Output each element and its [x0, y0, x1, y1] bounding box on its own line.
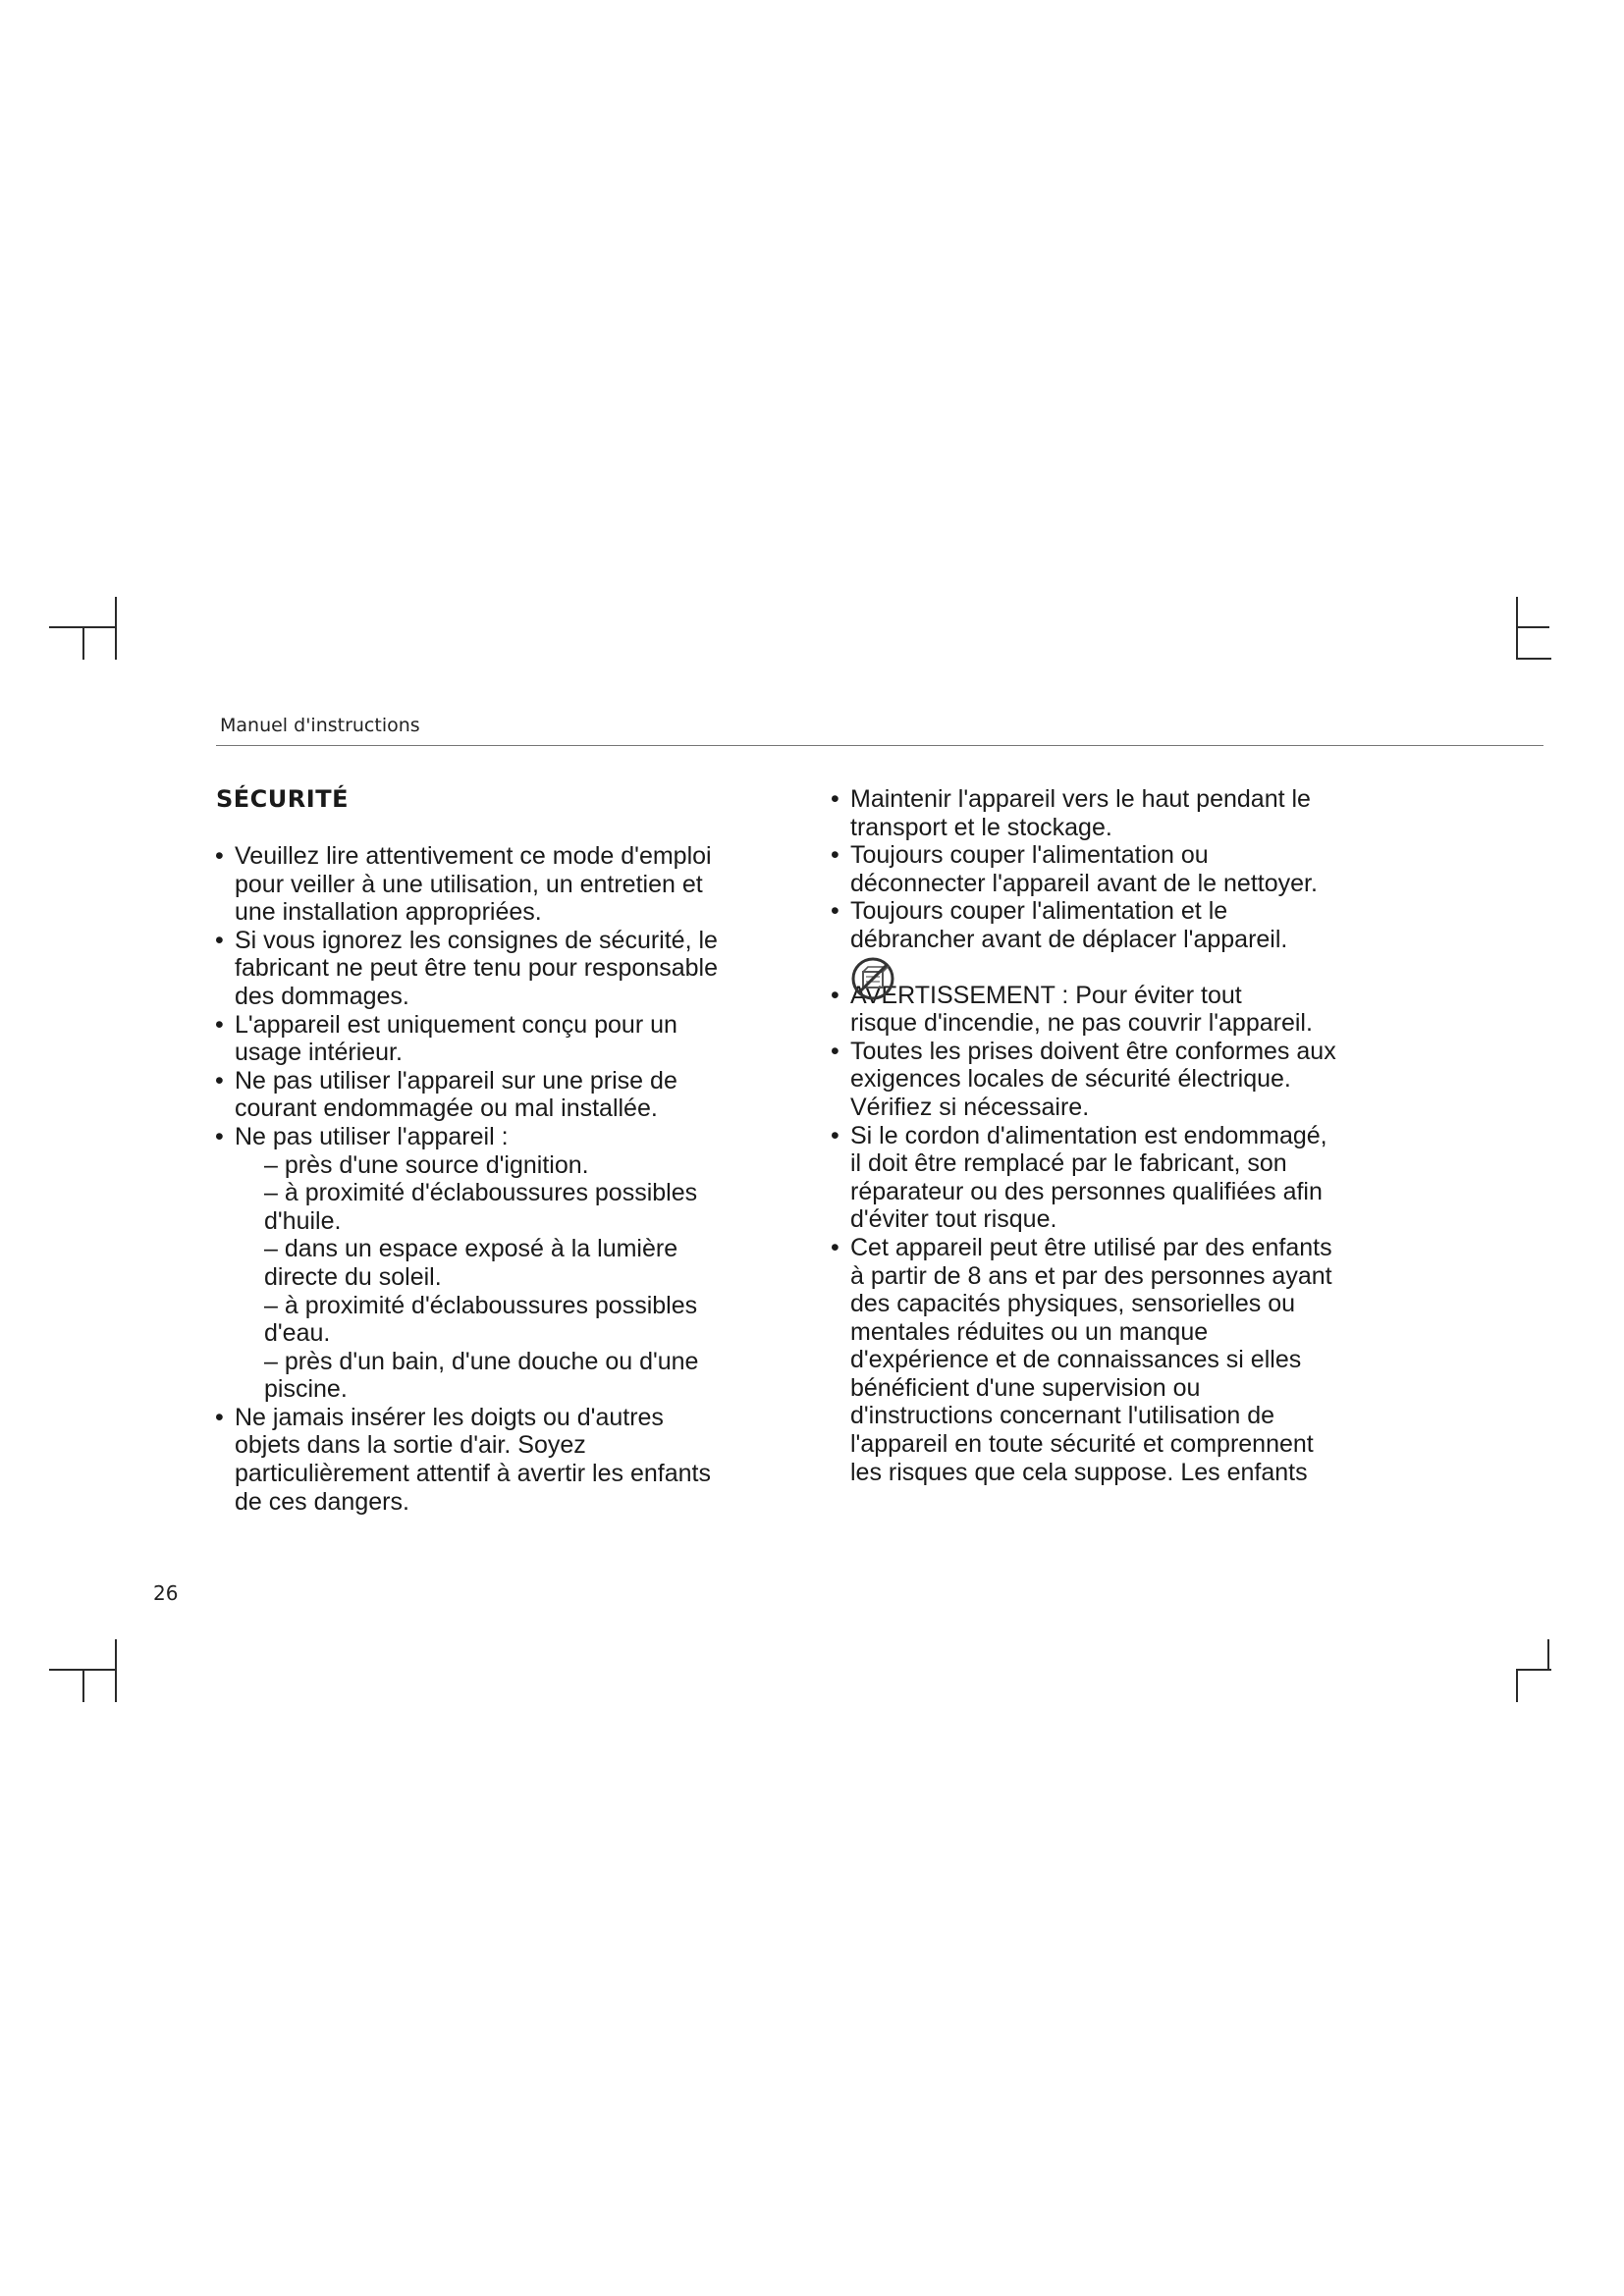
bullet: •	[215, 842, 224, 870]
text-line: les risques que cela suppose. Les enfants	[850, 1458, 1308, 1486]
header-rule	[216, 745, 1543, 746]
text-line: usage intérieur.	[235, 1039, 403, 1067]
text-line: débrancher avant de déplacer l'appareil.	[850, 925, 1288, 953]
text-line: des capacités physiques, sensorielles ou	[850, 1290, 1296, 1318]
text-line: Ne pas utiliser l'appareil sur une prise de	[235, 1066, 677, 1095]
text-line: – à proximité d'éclaboussures possibles	[264, 1291, 698, 1319]
text-line: de ces dangers.	[235, 1487, 409, 1516]
bullet: •	[215, 1010, 224, 1039]
text-line: Ne pas utiliser l'appareil :	[235, 1122, 509, 1150]
list-item	[215, 1067, 814, 1123]
text-line: directe du soleil.	[264, 1262, 442, 1291]
text-line: déconnecter l'appareil avant de le nettoyer.	[850, 869, 1318, 897]
sub-list-item	[215, 1348, 814, 1404]
text-line: courant endommagée ou mal installée.	[235, 1095, 658, 1123]
do-not-cover-icon	[850, 956, 895, 1001]
text-line: d'instructions concernant l'utilisation de	[850, 1402, 1275, 1430]
right-column	[831, 785, 1430, 1486]
bullet: •	[215, 926, 224, 954]
list-item	[831, 785, 1430, 841]
text-line: – près d'un bain, d'une douche ou d'une	[264, 1347, 699, 1375]
text-line: – près d'une source d'ignition.	[264, 1150, 589, 1179]
sub-list-item	[215, 1179, 814, 1235]
bullet: •	[831, 897, 839, 926]
text-line: Ne jamais insérer les doigts ou d'autres	[235, 1403, 664, 1431]
text-line: d'expérience et de connaissances si elles	[850, 1346, 1302, 1374]
text-line: des dommages.	[235, 982, 409, 1010]
text-line: mentales réduites ou un manque	[850, 1317, 1209, 1346]
text-line: il doit être remplacé par le fabricant, son	[850, 1149, 1287, 1178]
text-line: particulièrement attentif à avertir les enfants	[235, 1460, 711, 1488]
text-line: une installation appropriées.	[235, 898, 542, 927]
text-line: Maintenir l'appareil vers le haut pendant le	[850, 785, 1311, 813]
text-line: Toujours couper l'alimentation et le	[850, 897, 1228, 926]
text-line: – dans un espace exposé à la lumière	[264, 1235, 678, 1263]
text-line: d'huile.	[264, 1206, 342, 1235]
text-line: Toutes les prises doivent être conformes aux	[850, 1037, 1336, 1065]
bullet: •	[831, 981, 839, 1009]
text-line: piscine.	[264, 1375, 348, 1404]
text-line: Veuillez lire attentivement ce mode d'emploi	[235, 842, 712, 870]
bullet: •	[831, 1121, 839, 1149]
list-item	[215, 842, 814, 927]
list-item	[831, 1122, 1430, 1234]
text-line: Vérifiez si nécessaire.	[850, 1093, 1090, 1121]
list-item	[831, 897, 1430, 953]
text-line: pour veiller à une utilisation, un entretien et	[235, 870, 703, 898]
text-line: fabricant ne peut être tenu pour responsable	[235, 954, 719, 983]
text-line: AVERTISSEMENT : Pour éviter tout	[850, 981, 1242, 1009]
bullet: •	[215, 1122, 224, 1150]
sub-list-item	[215, 1151, 814, 1180]
text-line: bénéficient d'une supervision ou	[850, 1373, 1201, 1402]
bullet: •	[831, 1233, 839, 1261]
list-item	[215, 1011, 814, 1067]
text-line: d'eau.	[264, 1319, 331, 1348]
warning-item	[831, 982, 1430, 1038]
bullet: •	[831, 841, 839, 870]
list-item	[831, 1038, 1430, 1122]
text-line: l'appareil en toute sécurité et comprennent	[850, 1430, 1314, 1459]
list-item	[215, 927, 814, 1011]
list-item	[831, 1234, 1430, 1486]
text-line: – à proximité d'éclaboussures possibles	[264, 1179, 698, 1207]
text-line: L'appareil est uniquement conçu pour un	[235, 1010, 677, 1039]
running-header: Manuel d'instructions	[220, 715, 420, 736]
bullet: •	[215, 1066, 224, 1095]
text-line: réparateur ou des personnes qualifiées afin	[850, 1177, 1323, 1205]
text-line: Cet appareil peut être utilisé par des enfants	[850, 1233, 1332, 1261]
page-number: 26	[153, 1581, 179, 1605]
bullet: •	[831, 1037, 839, 1065]
text-line: Toujours couper l'alimentation ou	[850, 841, 1209, 870]
left-column	[215, 842, 814, 1516]
section-title: SÉCURITÉ	[216, 785, 349, 813]
bullet: •	[215, 1403, 224, 1431]
sub-list-item	[215, 1235, 814, 1291]
list-item	[831, 841, 1430, 897]
text-line: objets dans la sortie d'air. Soyez	[235, 1431, 586, 1460]
list-item	[215, 1123, 814, 1151]
text-line: exigences locales de sécurité électrique.	[850, 1065, 1291, 1094]
list-item	[215, 1404, 814, 1516]
text-line: risque d'incendie, ne pas couvrir l'appareil.	[850, 1009, 1313, 1038]
text-line: Si le cordon d'alimentation est endommagé,	[850, 1121, 1327, 1149]
text-line: Si vous ignorez les consignes de sécurité, le	[235, 926, 718, 954]
bullet: •	[831, 785, 839, 813]
text-line: transport et le stockage.	[850, 813, 1112, 841]
text-line: d'éviter tout risque.	[850, 1205, 1057, 1234]
text-line: à partir de 8 ans et par des personnes ayant	[850, 1261, 1332, 1290]
sub-list-item	[215, 1292, 814, 1348]
